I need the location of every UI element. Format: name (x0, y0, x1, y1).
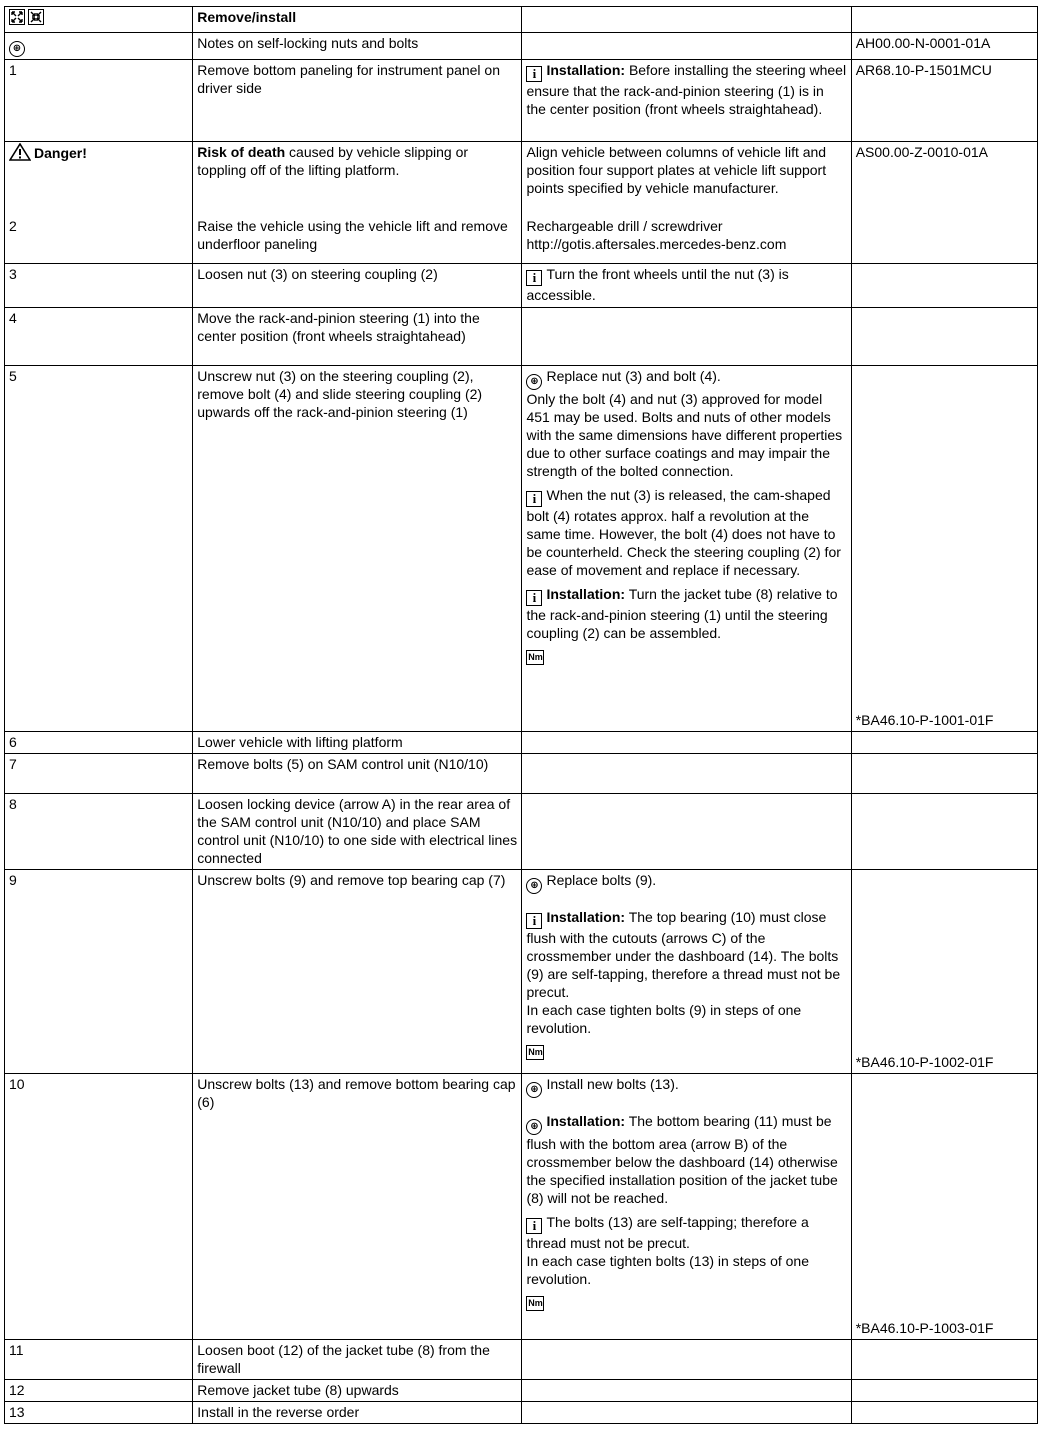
warning-triangle-icon (9, 143, 31, 165)
table-row (5, 264, 1038, 308)
step-ref-link[interactable]: *BA46.10-P-1002-01F (851, 870, 1037, 1074)
info-icon: i (526, 913, 542, 929)
danger-cell (5, 142, 193, 264)
step-action: Unscrew nut (3) on the steering coupling (2), remove bolt (4) and slide steering coupling (2) upwards off the rack-and-pinion steering (1) (193, 366, 522, 732)
step-action: Remove jacket tube (8) upwards (193, 1380, 522, 1402)
step-number: 4 (5, 308, 193, 366)
page-title: Remove/install (193, 7, 522, 33)
step-action: Loosen boot (12) of the jacket tube (8) from the firewall (193, 1340, 522, 1380)
step-action: Loosen nut (3) on steering coupling (2) (193, 264, 522, 308)
step-number: 5 (5, 366, 193, 732)
info-icon: i (526, 491, 542, 507)
step-number: 9 (5, 870, 193, 1074)
step-number: 2 (9, 218, 17, 234)
tool-link[interactable]: http://gotis.aftersales.mercedes-benz.com (526, 236, 787, 252)
step-number: 6 (5, 732, 193, 754)
danger-ref-link[interactable]: AS00.00-Z-0010-01A (851, 142, 1037, 264)
step-number: 10 (5, 1074, 193, 1340)
table-row (5, 1402, 1038, 1424)
table-header-row (5, 7, 1038, 33)
torque-icon[interactable]: Nm (526, 1296, 544, 1311)
table-row (5, 33, 1038, 60)
step-action: Lower vehicle with lifting platform (193, 732, 522, 754)
danger-note: Align vehicle between columns of vehicle lift and position four support plates at vehicle lift support points specified by vehicle manufacturer. (526, 144, 827, 196)
step-note: i Turn the front wheels until the nut (3) is accessible. (522, 264, 851, 308)
step-number: 8 (5, 794, 193, 870)
table-row (5, 60, 1038, 142)
expand-icon[interactable] (9, 9, 25, 29)
table-row (5, 870, 1038, 1074)
table-row (5, 1380, 1038, 1402)
step-note: ⊕ Replace bolts (9). i Installation: The top bearing (10) must close flush with the cutouts (arrows C) of the crossmember under the dashboard (14). The bolts (9) are self-tapping, therefore a thread must not be precut. In each case tighten bolts (9) in steps of one revolution. Nm (522, 870, 851, 1074)
table-row (5, 308, 1038, 366)
self-locking-icon: ⊕ (9, 41, 25, 57)
danger-label: Danger! (34, 145, 87, 161)
torque-icon[interactable]: Nm (526, 650, 544, 665)
info-icon: i (526, 66, 542, 82)
step-note: ⊕ Replace nut (3) and bolt (4). Only the bolt (4) and nut (3) approved for model 451 may be used. Bolts and nuts of other models with the same dimensions have different properties due to other surface coatings and may impair the strength of the bolted connection. i When the nut (3) is released, the cam-shaped bolt (4) rotates approx. half a revolution at the same time. However, the bolt (4) does not have to be counterheld. Check the steering coupling (2) for ease of movement and replace if necessary. i Installation: Turn the jacket tube (8) relative to the rack-and-pinion steering (1) until the steering coupling (2) can be assembled. Nm (522, 366, 851, 732)
step-number: 13 (5, 1402, 193, 1424)
step-action: Raise the vehicle using the vehicle lift and remove underfloor paneling (197, 218, 508, 252)
tool-name: Rechargeable drill / screwdriver (526, 218, 723, 234)
torque-icon[interactable]: Nm (526, 1045, 544, 1060)
notes-text: Notes on self-locking nuts and bolts (193, 33, 522, 60)
info-icon: i (526, 270, 542, 286)
notes-ref-link[interactable]: AH00.00-N-0001-01A (851, 33, 1037, 60)
step-action: Loosen locking device (arrow A) in the rear area of the SAM control unit (N10/10) and place SAM control unit (N10/10) to one side with electrical lines connected (193, 794, 522, 870)
self-locking-icon: ⊕ (526, 878, 542, 894)
header-icons-cell (5, 7, 193, 33)
info-icon: i (526, 590, 542, 606)
step-action: Unscrew bolts (9) and remove top bearing cap (7) (193, 870, 522, 1074)
step-number: 1 (5, 60, 193, 142)
collapse-icon[interactable] (28, 9, 44, 29)
step-action: Install in the reverse order (193, 1402, 522, 1424)
step-action: Move the rack-and-pinion steering (1) into the center position (front wheels straightahead) (193, 308, 522, 366)
self-locking-icon: ⊕ (526, 374, 542, 390)
step-number: 7 (5, 754, 193, 794)
step-action: Remove bottom paneling for instrument panel on driver side (193, 60, 522, 142)
table-row (5, 1074, 1038, 1340)
table-row (5, 794, 1038, 870)
step-ref-link[interactable]: *BA46.10-P-1003-01F (851, 1074, 1037, 1340)
step-note: i Installation: Before installing the steering wheel ensure that the rack-and-pinion steering (1) is in the center position (front wheels straightahead). (522, 60, 851, 142)
table-row (5, 754, 1038, 794)
step-action: Unscrew bolts (13) and remove bottom bearing cap (6) (193, 1074, 522, 1340)
step-number: 3 (5, 264, 193, 308)
step-ref-link[interactable]: AR68.10-P-1501MCU (851, 60, 1037, 142)
table-row (5, 142, 1038, 264)
table-row (5, 1340, 1038, 1380)
step-action: Remove bolts (5) on SAM control unit (N10/10) (193, 754, 522, 794)
step-note: ⊕ Install new bolts (13). ⊕ Installation: The bottom bearing (11) must be flush with the bottom area (arrow B) of the crossmember below the dashboard (14) otherwise the specified installation position of the jacket tube (8) will not be reached. i The bolts (13) are self-tapping; therefore a thread must not be precut. In each case tighten bolts (13) in steps of one revolution. Nm (522, 1074, 851, 1340)
procedure-table (4, 6, 1038, 1424)
danger-text: Risk of death caused by vehicle slipping or toppling off of the lifting platform. (197, 144, 469, 178)
step-number: 12 (5, 1380, 193, 1402)
self-locking-icon: ⊕ (526, 1119, 542, 1135)
info-icon: i (526, 1218, 542, 1234)
step-ref-link[interactable]: *BA46.10-P-1001-01F (851, 366, 1037, 732)
table-row (5, 732, 1038, 754)
table-row (5, 366, 1038, 732)
step-number: 11 (5, 1340, 193, 1380)
self-locking-icon: ⊕ (526, 1082, 542, 1098)
